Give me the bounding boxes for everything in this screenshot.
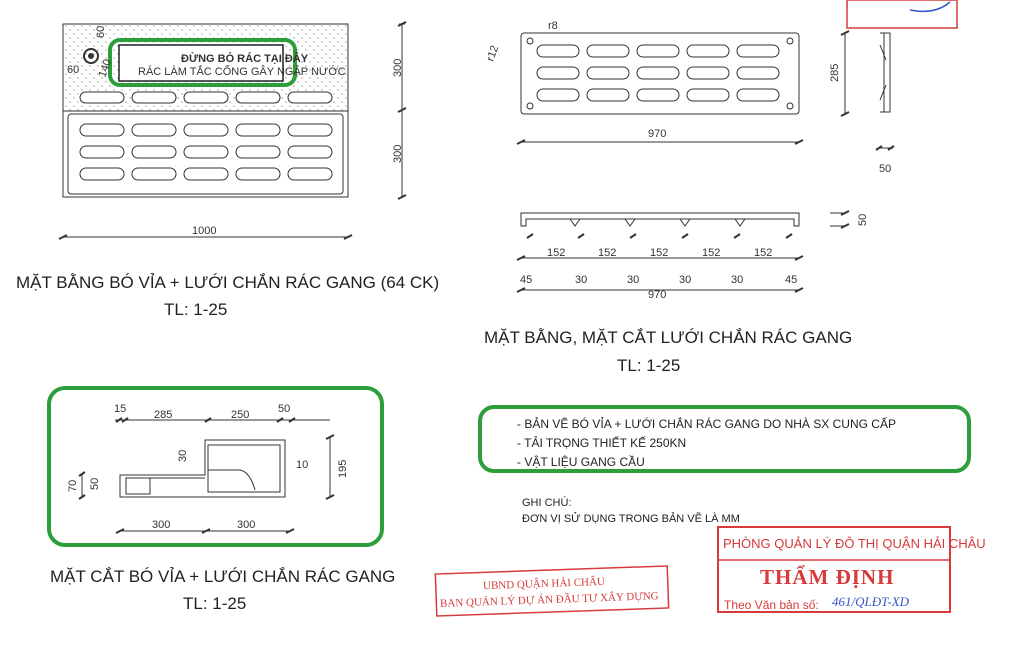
- note-line: - VẬT LIỆU GANG CẦU: [517, 455, 645, 469]
- grate-section: [521, 213, 799, 226]
- stamp-left-line2: BAN QUẢN LÝ DỰ ÁN ĐẦU TƯ XÂY DỰNG: [439, 590, 659, 610]
- note-line: - TẢI TRỌNG THIẾT KẾ 250KN: [517, 436, 687, 450]
- dim-70: 70: [67, 479, 79, 492]
- dim-10: 10: [296, 459, 309, 471]
- section-caption: MẶT CẮT BÓ VỈA + LƯỚI CHẮN RÁC GANG: [50, 567, 396, 586]
- section-scale: TL: 1-25: [183, 594, 247, 613]
- grate-plan-inner: [68, 114, 343, 194]
- dim-bottom: 30: [731, 274, 744, 286]
- bolt-hole-icon: [527, 38, 533, 44]
- stamp-right-ref-label: Theo Văn bản số:: [724, 598, 819, 612]
- dim-1000: 1000: [192, 225, 217, 237]
- ghichu-text: ĐƠN VỊ SỬ DỤNG TRONG BẢN VẼ LÀ MM: [522, 513, 740, 525]
- bolt-hole-icon: [527, 103, 533, 109]
- plan-scale: TL: 1-25: [164, 300, 228, 319]
- stamp-right-line1: PHÒNG QUẢN LÝ ĐÔ THỊ QUẬN HẢI CHÂU: [723, 536, 986, 551]
- dim-span: 152: [598, 247, 617, 259]
- dim-60-top: 60: [95, 25, 107, 38]
- label-r12: r12: [484, 43, 502, 64]
- dim-50-left: 50: [89, 477, 101, 490]
- note-line: - BẢN VẼ BÓ VỈA + LƯỚI CHẮN RÁC GANG DO NHÀ SX CUNG CẤP: [517, 417, 896, 431]
- curb-section: [120, 440, 285, 497]
- dim-bottom: 30: [679, 274, 692, 286]
- dim-15: 15: [114, 403, 127, 415]
- dim-300-top: 300: [392, 58, 404, 77]
- dim-bottom: 30: [575, 274, 588, 286]
- grate-side-profile: [880, 33, 890, 112]
- dim-span: 152: [547, 247, 566, 259]
- dim-140: 140: [96, 57, 115, 80]
- dim-970-bottom: 970: [648, 289, 667, 301]
- section-green-highlight: [49, 388, 382, 545]
- dim-285: 285: [829, 63, 841, 82]
- dim-span: 152: [702, 247, 721, 259]
- stamp-top-right-box: [847, 0, 957, 28]
- section-view: [79, 418, 334, 533]
- ghichu-title: GHI CHÚ:: [522, 497, 572, 509]
- dim-300-b: 300: [237, 519, 256, 531]
- grate-scale: TL: 1-25: [617, 356, 681, 375]
- dim-60-left: 60: [67, 64, 80, 76]
- curb-slots: [80, 92, 332, 103]
- sign-subtitle: RÁC LÀM TẮC CỐNG GÂY NGẬP NƯỚC: [138, 66, 346, 78]
- label-r8: r8: [548, 20, 558, 32]
- dim-span: 152: [754, 247, 773, 259]
- dim-250: 250: [231, 409, 250, 421]
- grate-caption: MẶT BẰNG, MẶT CẮT LƯỚI CHẮN RÁC GANG: [484, 328, 853, 347]
- dim-bottom: 45: [520, 274, 533, 286]
- dim-300-bottom: 300: [392, 144, 404, 163]
- dim-bottom: 45: [785, 274, 798, 286]
- sign-title: ĐỪNG BỎ RÁC TẠI ĐÂY: [181, 53, 309, 65]
- dim-195: 195: [337, 459, 349, 478]
- dim-300-a: 300: [152, 519, 171, 531]
- bolt-hole-icon: [787, 103, 793, 109]
- dim-bottom: 30: [627, 274, 640, 286]
- dim-970-top: 970: [648, 128, 667, 140]
- stamp-right-title: THẨM ĐỊNH: [760, 565, 895, 589]
- logo-center-icon: [89, 54, 94, 59]
- dim-50-section: 50: [857, 213, 869, 226]
- bolt-hole-icon: [787, 38, 793, 44]
- plan-caption: MẶT BẰNG BÓ VỈA + LƯỚI CHẮN RÁC GANG (64 CK): [16, 273, 440, 292]
- grate-slots: [537, 45, 779, 101]
- dim-50-side: 50: [879, 163, 892, 175]
- signature-mark: [910, 2, 950, 11]
- dim-285-section: 285: [154, 409, 173, 421]
- dim-50-top: 50: [278, 403, 291, 415]
- stamp-left-line1: UBND QUẬN HẢI CHÂU: [482, 575, 606, 593]
- dim-span: 152: [650, 247, 669, 259]
- stamp-right-ref-value: 461/QLĐT-XD: [832, 594, 910, 609]
- grate-plan-slots: [80, 124, 332, 180]
- dim-30: 30: [177, 449, 189, 462]
